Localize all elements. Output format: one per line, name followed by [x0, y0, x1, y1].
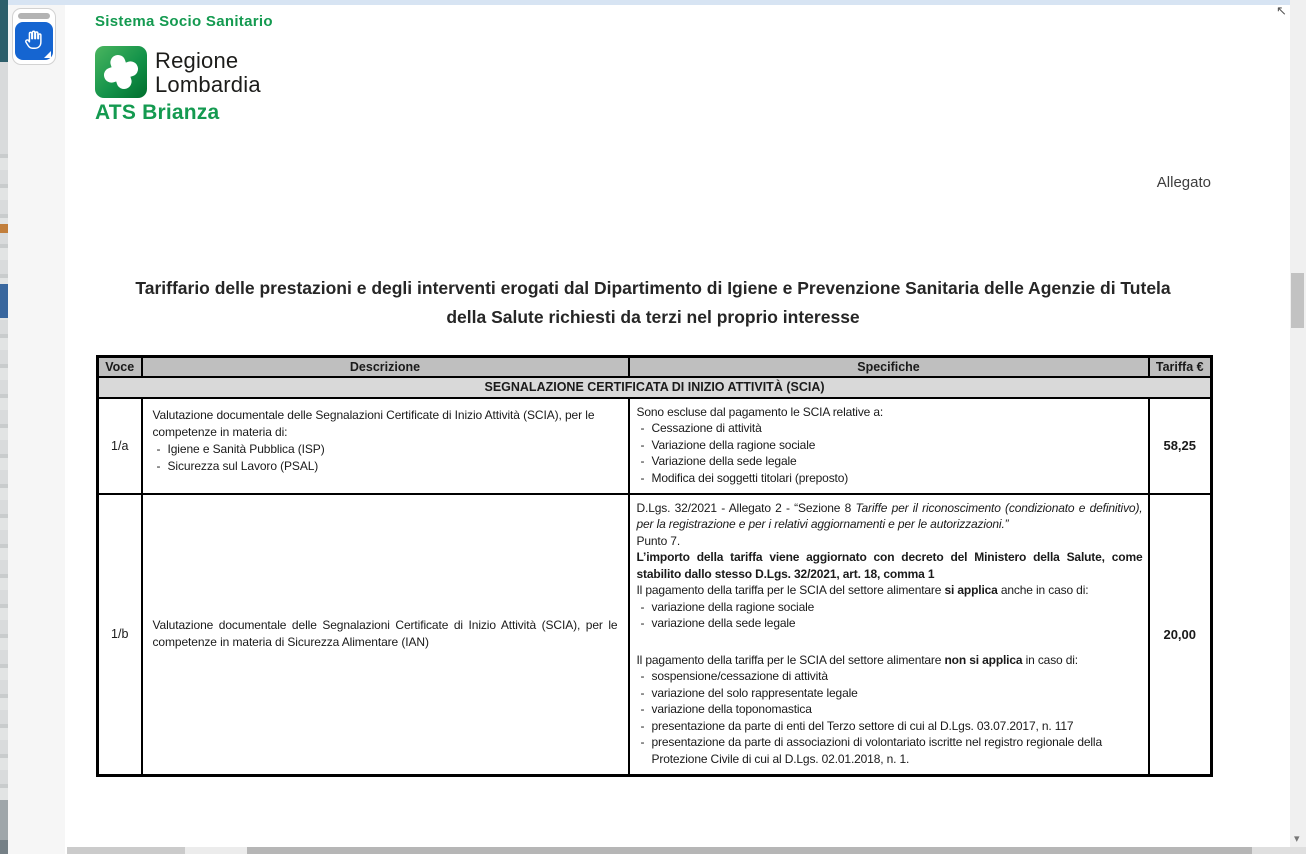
- table-header-row: [98, 357, 1212, 377]
- brand-agency-label: ATS Brianza: [95, 101, 220, 124]
- background-sliver-bottom-dark: [0, 840, 8, 854]
- horizontal-scrollbar-segment[interactable]: [67, 847, 185, 854]
- tool-options-corner-triangle: [44, 51, 51, 58]
- cell-tariffa-1b: 20,00: [1149, 494, 1212, 776]
- annex-label: Allegato: [1156, 174, 1211, 191]
- viewer-sidebar: [8, 5, 65, 854]
- tariff-table: [96, 355, 1213, 777]
- pdf-page: [65, 5, 1290, 847]
- column-header-descrizione: Descrizione: [142, 357, 629, 377]
- horizontal-scrollbar-track[interactable]: [185, 847, 247, 854]
- pan-tool-button[interactable]: [15, 22, 53, 60]
- document-title-line2: della Salute richiesti da terzi nel proprio interesse: [446, 307, 860, 327]
- brand-system-label: Sistema Socio Sanitario: [95, 13, 273, 30]
- vertical-scrollbar[interactable]: [1290, 0, 1306, 854]
- horizontal-scrollbar-track-end[interactable]: [1252, 847, 1306, 854]
- document-title: [96, 274, 1210, 332]
- brand-region-name: [155, 49, 261, 97]
- background-sliver-content: [0, 140, 8, 800]
- column-header-tariffa: Tariffa €: [1149, 357, 1212, 377]
- section-header-scia: SEGNALAZIONE CERTIFICATA DI INIZIO ATTIVITÀ (SCIA): [98, 377, 1212, 398]
- tool-widget: [12, 8, 56, 65]
- background-sliver-blue: [0, 284, 8, 318]
- cell-specifiche-1a: Sono escluse dal pagamento le SCIA relative a: - Cessazione di attività - Variazione della ragione sociale - Variazione della sede legale - Modifica dei soggetti titolari (preposto): [629, 398, 1149, 494]
- hand-icon: [23, 29, 45, 54]
- column-header-specifiche: Specifiche: [629, 357, 1149, 377]
- arrow-cursor-icon: ↖: [1276, 3, 1287, 18]
- background-window-edge: [0, 0, 8, 854]
- cell-specifiche-1b: D.Lgs. 32/2021 - Allegato 2 - “Sezione 8 Tariffe per il riconoscimento (condizionato e definitivo), per la registrazione e per i relativi aggiornamenti e per le autorizzazioni.” Punto 7. L’importo della tariffa viene aggiornato con decreto del Ministero della Salute, come stabilito dallo stesso D.Lgs. 32/2021, art. 18, comma 1 Il pagamento della tariffa per le SCIA del settore alimentare si applica anche in caso di: - variazione della ragione sociale - variazione della sede legale Il pagamento della tariffa per le SCIA del settore alimentare non si applica in caso di: - sospensione/cessazione di attività - variazione del solo rappresentate legale - variazione della toponomastica - presentazione da parte di enti del Terzo settore di cui al D.Lgs. 03.07.2017, n. 117 - presentazione da parte di associazioni di volontariato iscritte nel registro regionale della Protezione Civile di cui al D.Lgs. 02.01.2018, n. 1.: [629, 494, 1149, 776]
- column-header-voce: Voce: [98, 357, 142, 377]
- brand-region-line1: Regione: [155, 48, 239, 73]
- cell-voce-1a: 1/a: [98, 398, 142, 494]
- rosa-camuna-icon: [95, 46, 147, 98]
- brand-region-line2: Lombardia: [155, 72, 261, 97]
- cell-descrizione-1b: Valutazione documentale delle Segnalazioni Certificate di Inizio Attività (SCIA), per le competenze in materia di Sicurezza Alimentare (IAN): [142, 494, 629, 776]
- vertical-scrollbar-thumb[interactable]: [1291, 273, 1304, 328]
- background-sliver-orange: [0, 224, 8, 233]
- horizontal-scrollbar-thumb[interactable]: [247, 847, 1252, 854]
- document-title-line1: Tariffario delle prestazioni e degli interventi erogati dal Dipartimento di Igiene e Prevenzione Sanitaria delle Agenzie di Tutela: [135, 278, 1171, 298]
- cell-descrizione-1a: Valutazione documentale delle Segnalazioni Certificate di Inizio Attività (SCIA), per le competenze in materia di: - Igiene e Sanità Pubblica (ISP) - Sicurezza sul Lavoro (PSAL): [142, 398, 629, 494]
- chevron-down-icon: ▾: [1294, 833, 1300, 845]
- cell-tariffa-1a: 58,25: [1149, 398, 1212, 494]
- table-section-row: [98, 377, 1212, 398]
- table-row: [98, 398, 1212, 494]
- cell-voce-1b: 1/b: [98, 494, 142, 776]
- background-sliver-teal: [0, 0, 8, 62]
- table-row: [98, 494, 1212, 776]
- toolbar-drag-handle[interactable]: [18, 13, 50, 19]
